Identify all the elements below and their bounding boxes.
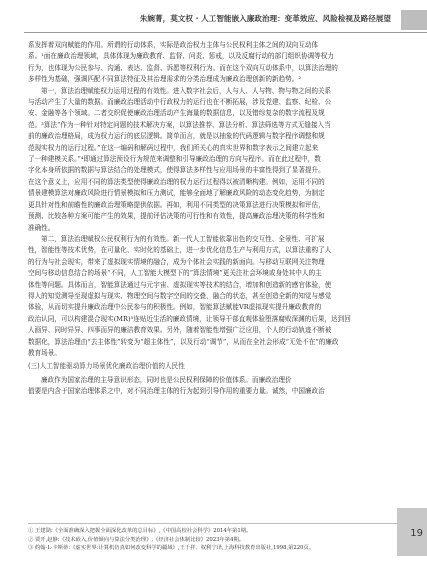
text-line: 准确性。: [28, 223, 55, 232]
text-line: 体验，从而切实提升廉政治理中公民参与的积极性。例如，智能算法赋能VR虚拟现实提升廉政教育的: [28, 303, 322, 312]
text-line: 教育场景。: [28, 348, 61, 357]
footnotes: [28, 523, 398, 553]
article-body: [28, 40, 398, 398]
text-line: 人画异、同时异异、四事而异的廉洁教育效果。另外，随着智能性增强广泛应用，个人的行动轨迹不断被: [28, 326, 332, 335]
running-header: [0, 10, 427, 38]
text-line: 多样性为基础，强调匹配不同算法特征及其治理需求的分类治理成为廉政治理创新的新趋势。²: [28, 75, 301, 84]
paragraph-4: [28, 375, 398, 398]
page-number: 19: [410, 528, 423, 539]
text-line: 性，智能性等技术优势，在可量化、实时化的基础上，进一步优化信息生产与利用方式，以算法重构了人: [28, 246, 332, 255]
text-line: 范现实权力的运行过程。”在这一编码和解码过程中，我们所关心的真实世界和数字表示之间建立起来: [28, 143, 319, 152]
text-line: 数据化，算法治理由“去主体性”转变为“超主体性”，以及行动“调节”，从而在全社会形成“无处不在”的廉政: [28, 337, 339, 346]
text-line: 行为，也体现为公民参与、沟通、表达、监督、诉愿等权利行为。而在这个双向互动体系中，以算法治理的: [28, 63, 338, 72]
text-line: 值要是内含于国家治理体系之中，对不同治理主体的行为起到引导作用的重要力量。诚然，中国廉政治: [28, 387, 325, 396]
section-subheading: (三)人工智能驱动算力场景优化廉政治理价值的人民性: [28, 362, 185, 371]
header-rule: [24, 32, 427, 33]
text-line: 更具针对性和前瞻性的廉政治理策略提供依据。再如，利用不同类型的决策算法进行决策模拟和评估，: [28, 200, 325, 209]
text-line: 与活动产生了大量的数据。而廉政治理活动中行政权力的运行也在不断拓展，涉及党建、监察、纪检、公: [28, 98, 332, 107]
text-line: 安、金融等各个领域。二者交织促使廉政治理活动产生海量的数据信息，以及错综复杂的数字流程及规: [28, 109, 325, 118]
running-header-title: 朱婉菁，莫文权 · 人工智能嵌入廉政治理：变革效应、风险检视及路径展望: [139, 14, 391, 23]
footnote-2: ② 贾开,赵静:《技术嵌入,价值倾向与算法分类治理》,《经济社会体制比较》2023年第4期。: [28, 536, 245, 543]
text-line: 空间与移动信息结合的场景“不同，人工智能大模型下的“算法情境”更关注社会环境或身处其中人的主: [28, 269, 322, 278]
text-line: 字化本身所依据的数据与算法结合的处理模式，使得算法多样性与应用场景的丰富性得到了显著提升。: [28, 166, 325, 175]
text-line: 在这个意义上，应用不同的算法类型使得廉政治理的权力运行过程得以被清晰构建。例如，运用不同的: [28, 177, 325, 186]
header-corner-block: [401, 10, 427, 30]
text-line: 政治认同，可以构建混合现实(MR)⁵连贴近生活的廉政情境，让领导干部直观体验堕落腐败深渊的后果，达到回: [28, 314, 351, 323]
text-line: 前的廉政治理格局，成为权力运行的底层逻辑。简单而言，就是以抽象的代码逻辑与数字程序调整和规: [28, 132, 325, 141]
footnote-3: ③ 约翰·L·卡斯蒂:《虚实世界:计算机仿真如何改变科学的疆域》,王千祥、权利宁译,上海科技教育出版社,1998,第220页。: [28, 545, 315, 552]
text-line: 廉政作为国家治理的主导意识形态，同时也是公民权利保障的价值体系。而廉政治理价: [41, 375, 292, 384]
paragraph-2: [28, 86, 398, 234]
text-line: 情景建模算法对廉政风险进行情景模拟和压力测试，能够全面地了解廉政风险的动态变化趋势，为制定: [28, 189, 325, 198]
paragraph-3: [28, 234, 398, 359]
text-line: 第二，算法治理赋权公民权利行为的有效性。新一代人工智能依靠出色的交互性、全景性、可扩展: [41, 234, 325, 243]
text-line: 的行为与社会现实，带来了虚拟现实情境的融合，成为个体社会实践的新面向。与移动互联网关注物理: [28, 257, 325, 266]
footnote-1: ① 王建勋:《全面准确深入把握全面深化改革的总目标》,《中国高校社会科学》2014年第1期。: [28, 528, 252, 534]
text-line: 系发挥着双向赋能的作用。所谓的行动体系，实际是政治权力主体与公民权利主体之间的双向互动体: [28, 41, 319, 49]
paragraph-1: [28, 40, 398, 86]
text-line: 得人的知觉测导至现虚拟与现实、物理空间与数字空间的交叠，融合的状态，甚至创造全新的知觉与感觉: [28, 291, 332, 300]
text-line: 了一种建模关系。”⁴即通过算法预设行为规范来调整和引导廉政治理的方向与程序。而在此过程中，数: [28, 155, 321, 164]
text-line: 系。¹面在廉政治理领域，具体体现为廉政教育、监督、问责、惩戒，以及反腐行动的部门组织协调等权力: [28, 52, 334, 61]
text-line: 预测、比较各种方案可能产生的效果，提前评估决策的可行性和有效性，提高廉政治理决策的科学性和: [28, 212, 325, 221]
text-line: 第一，算法治理赋能权力运用过程的有效性。进入数字社会后，人与人、人与物、物与物之间的关系: [41, 86, 332, 95]
text-line: 范。³算法“作为一种针对特定问题的技术解决方案，以算法推荐、算法分析、算法筛选等方式无缝接入当: [28, 120, 331, 129]
text-line: 体性等问题。具体而言，智能算法通过与元宇宙、虚拟现实等技术的结合，增加和创造新的感官体验，使: [28, 280, 332, 289]
